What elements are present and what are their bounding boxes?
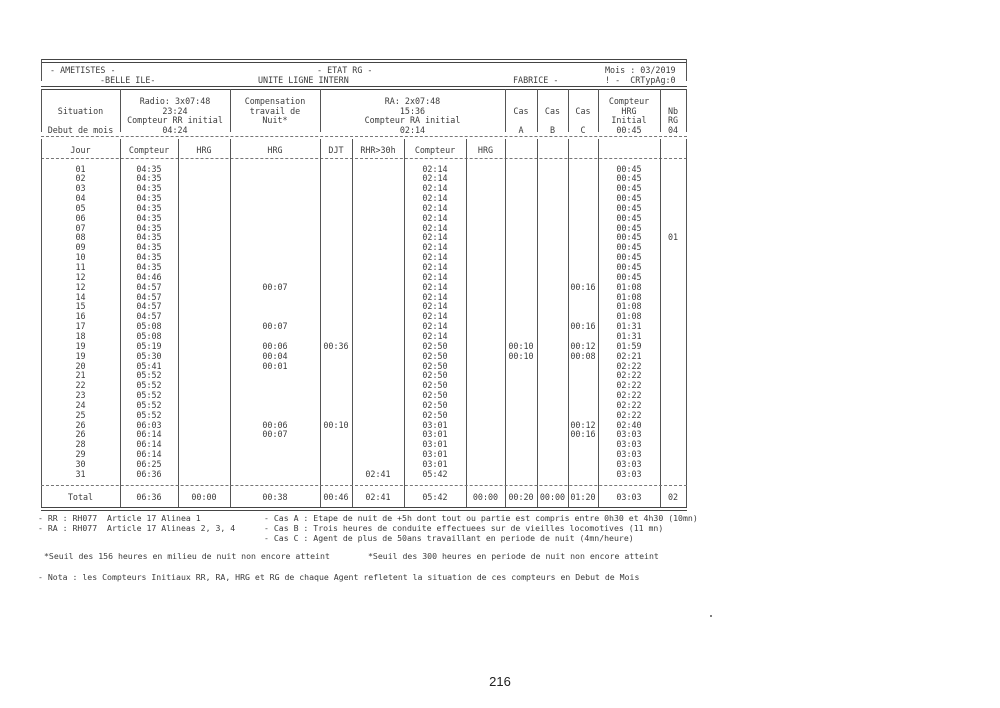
hrg-compteur-label: Compteur	[608, 96, 650, 106]
debut-de-mois-label: Debut de mois	[47, 125, 114, 135]
cell-hrg: 00:45	[616, 173, 642, 184]
total-nb-rg: 02	[667, 492, 679, 502]
cell-hrg: 01:08	[616, 281, 642, 292]
cell-jour: 18	[75, 330, 86, 341]
seuil-156-note: *Seuil des 156 heures en milieu de nuit non encore atteint	[44, 551, 330, 561]
cell-rr: 05:08	[136, 321, 162, 332]
col-compteur-rr: Compteur	[128, 145, 170, 155]
radio-label: Radio: 3x07:48	[139, 96, 211, 106]
cell-comp: 00:07	[262, 429, 288, 440]
total-cas-a: 00:20	[508, 492, 534, 502]
header-fabrice: FABRICE -	[513, 75, 559, 85]
col-hrg-ra: HRG	[477, 145, 494, 155]
cell-comp: 00:06	[262, 419, 288, 430]
cell-jour: 31	[75, 468, 86, 479]
hrg-initial-label: Initial	[611, 115, 647, 125]
cell-rr: 06:14	[136, 439, 162, 450]
cell-ra: 02:14	[422, 193, 448, 204]
cell-hrg: 00:45	[616, 242, 642, 253]
cell-ra: 02:14	[422, 262, 448, 272]
total-rr: 06:36	[136, 492, 162, 502]
header-bottom-border	[41, 86, 687, 90]
hrg-label: HRG	[621, 106, 637, 116]
cell-ra: 02:50	[422, 370, 448, 381]
cell-rr: 06:03	[136, 419, 162, 430]
cell-hrg: 02:40	[616, 419, 642, 430]
cell-jour: 26	[75, 419, 86, 430]
rg-label: RG	[667, 115, 679, 125]
cell-a: 00:10	[508, 340, 534, 351]
header-left-bottom: -BELLE ILE-	[100, 75, 156, 85]
cell-ra: 02:14	[422, 321, 448, 332]
ra-initial-value: 02:14	[399, 125, 426, 135]
cell-hrg: 02:22	[616, 399, 642, 410]
cell-hrg: 00:45	[616, 232, 642, 243]
cell-c: 00:16	[570, 321, 596, 332]
col-hrg-compensation: HRG	[267, 145, 283, 155]
ra-value: 15:36	[399, 106, 426, 116]
total-ra: 05:42	[422, 492, 448, 502]
total-cas-c: 01:20	[570, 492, 596, 502]
cell-ra: 02:50	[422, 360, 448, 371]
cell-rr: 04:35	[136, 183, 162, 194]
table-bottom-border	[41, 507, 687, 511]
col-rhr: RHR>30h	[360, 145, 396, 155]
cell-ra: 02:14	[422, 242, 448, 253]
cell-ra: 02:14	[422, 252, 448, 263]
cas-b-label: Cas	[544, 106, 561, 116]
cell-comp: 00:07	[262, 321, 288, 332]
compensation-label: Compensation	[244, 96, 306, 106]
col-hrg-rr: HRG	[196, 145, 212, 155]
cell-jour: 21	[75, 370, 86, 381]
cell-hrg: 00:45	[616, 271, 642, 282]
cell-ra: 03:01	[422, 419, 448, 430]
cell-jour: 05	[75, 202, 86, 213]
cell-hrg: 01:08	[616, 301, 642, 312]
ra-initial-label: Compteur RA initial	[364, 115, 461, 125]
cell-hrg: 01:31	[616, 330, 642, 341]
cell-jour: 09	[75, 242, 86, 253]
cell-rr: 06:25	[136, 459, 162, 469]
cell-c: 00:16	[570, 429, 596, 440]
cell-jour: 08	[75, 232, 86, 243]
cell-rr: 06:36	[136, 468, 162, 479]
cell-ra: 02:14	[422, 311, 448, 322]
cell-hrg: 00:45	[616, 252, 642, 263]
radio-value: 23:24	[162, 106, 188, 116]
cell-jour: 30	[75, 459, 86, 469]
header-right-border	[686, 59, 687, 81]
cell-comp: 00:07	[262, 281, 288, 292]
nota-note: - Nota : les Compteurs Initiaux RR, RA, HRG et RG de chaque Agent refletent la situation de ces compteurs en Debut de Mois	[38, 572, 640, 582]
cell-jour: 10	[75, 252, 86, 263]
cell-hrg: 02:22	[616, 370, 642, 381]
page-number: 216	[489, 674, 511, 689]
cell-rhr: 02:41	[365, 468, 391, 479]
cell-rr: 04:35	[136, 242, 162, 253]
cell-rr: 04:57	[136, 281, 162, 292]
cell-hrg: 00:45	[616, 222, 642, 233]
cell-rr: 05:52	[136, 370, 162, 381]
total-cas-b: 00:00	[539, 492, 566, 502]
cell-hrg: 01:31	[616, 321, 642, 332]
cell-jour: 07	[75, 222, 86, 233]
cell-rr: 04:57	[136, 301, 162, 312]
cell-ra: 02:50	[422, 399, 448, 410]
cell-hrg: 03:03	[616, 439, 642, 450]
cell-jour: 06	[75, 212, 86, 223]
cell-ra: 05:42	[422, 468, 448, 479]
cell-hrg: 01:59	[616, 340, 642, 351]
cell-rr: 04:57	[136, 311, 162, 322]
total-hrg-ra: 00:00	[472, 492, 499, 502]
cell-rr: 05:08	[136, 330, 162, 341]
cell-ra: 03:01	[422, 459, 448, 469]
scan-speck	[710, 615, 712, 617]
cell-jour: 20	[75, 360, 86, 371]
cell-ra: 02:14	[422, 271, 448, 282]
cell-jour: 17	[75, 321, 86, 332]
cell-c: 00:16	[570, 281, 596, 292]
cas-c-note: - Cas C : Agent de plus de 50ans travaillant en periode de nuit (4mn/heure)	[264, 533, 634, 543]
cell-jour: 04	[75, 193, 86, 204]
cell-djt: 00:36	[323, 340, 349, 351]
ra-label: RA: 2x07:48	[384, 96, 441, 106]
cell-rr: 04:35	[136, 252, 162, 263]
cell-nb: 01	[667, 232, 679, 243]
cell-jour: 26	[75, 429, 86, 440]
cell-jour: 24	[75, 399, 86, 410]
cell-rr: 04:35	[136, 163, 162, 174]
cell-ra: 02:50	[422, 340, 448, 351]
cell-rr: 05:52	[136, 409, 162, 420]
cell-c: 00:08	[570, 350, 596, 361]
nb-label: Nb	[667, 106, 679, 116]
cell-ra: 02:50	[422, 380, 448, 391]
cell-jour: 12	[75, 281, 86, 292]
cell-rr: 04:35	[136, 262, 162, 272]
cell-hrg: 02:22	[616, 360, 642, 371]
cell-ra: 02:14	[422, 202, 448, 213]
rr-note: - RR : RH077 Article 17 Alinea 1	[38, 513, 201, 523]
col-jour: Jour	[70, 145, 91, 155]
cell-hrg: 02:22	[616, 390, 642, 401]
cell-hrg: 00:45	[616, 183, 642, 194]
cell-hrg: 00:45	[616, 193, 642, 204]
cell-jour: 15	[75, 301, 86, 312]
cell-jour: 11	[75, 262, 86, 272]
cell-c: 00:12	[570, 340, 596, 351]
cell-ra: 02:50	[422, 409, 448, 420]
cell-ra: 02:14	[422, 173, 448, 184]
cell-hrg: 00:45	[616, 262, 642, 272]
top-border	[41, 59, 687, 63]
cell-jour: 22	[75, 380, 86, 391]
nb-rg-value: 04	[667, 125, 679, 135]
cell-ra: 03:01	[422, 439, 448, 450]
cell-jour: 29	[75, 449, 86, 460]
rr-initial-value: 04:24	[162, 125, 188, 135]
cell-comp: 00:06	[262, 340, 288, 351]
cell-ra: 02:50	[422, 350, 448, 361]
cell-hrg: 02:22	[616, 409, 642, 420]
col-djt: DJT	[328, 145, 344, 155]
cell-jour: 01	[75, 163, 86, 174]
cell-hrg: 03:03	[616, 468, 642, 479]
cell-jour: 12	[75, 271, 86, 282]
cell-rr: 05:52	[136, 380, 162, 391]
cell-hrg: 03:03	[616, 449, 642, 460]
cell-jour: 28	[75, 439, 86, 450]
total-label: Total	[67, 492, 94, 502]
cell-ra: 02:14	[422, 232, 448, 243]
cell-rr: 04:46	[136, 271, 162, 282]
cell-jour: 14	[75, 291, 86, 302]
travail-label: travail de	[249, 106, 301, 116]
header-mois: Mois : 03/2019	[605, 65, 676, 75]
rr-initial-label: Compteur RR initial	[127, 115, 223, 125]
hrg-initial-value: 00:45	[616, 125, 642, 135]
cas-c-letter: C	[580, 125, 586, 135]
cell-djt: 00:10	[323, 419, 349, 430]
cell-c: 00:12	[570, 419, 596, 430]
cas-c-label: Cas	[575, 106, 591, 116]
total-hrg: 00:00	[191, 492, 217, 502]
cell-rr: 04:35	[136, 212, 162, 223]
cell-rr: 04:57	[136, 291, 162, 302]
cell-rr: 05:19	[136, 340, 162, 351]
header-left-border	[41, 59, 42, 81]
cell-jour: 16	[75, 311, 86, 322]
cell-rr: 05:30	[136, 350, 162, 361]
total-djt: 00:46	[323, 492, 349, 502]
nuit-label: Nuit*	[262, 115, 288, 125]
cell-rr: 04:35	[136, 193, 162, 204]
situation-label: Situation	[57, 106, 104, 116]
cas-a-letter: A	[518, 125, 524, 135]
cell-hrg: 00:45	[616, 212, 642, 223]
cell-rr: 05:52	[136, 390, 162, 401]
cell-a: 00:10	[508, 350, 534, 361]
cell-ra: 02:14	[422, 330, 448, 341]
header-center-bottom: UNITE LIGNE INTERN	[258, 75, 349, 85]
cell-jour: 25	[75, 409, 86, 420]
seuil-300-note: *Seuil des 300 heures en periode de nuit non encore atteint	[368, 551, 659, 561]
header-center-top: - ETAT RG -	[317, 65, 373, 75]
cell-rr: 04:35	[136, 202, 162, 213]
cell-hrg: 02:21	[616, 350, 642, 361]
cell-ra: 02:14	[422, 212, 448, 223]
cell-ra: 02:14	[422, 301, 448, 312]
cell-jour: 03	[75, 183, 86, 194]
cell-ra: 03:01	[422, 429, 448, 440]
cas-a-label: Cas	[513, 106, 529, 116]
header-crtypag: ! - CRTypAg:0	[605, 75, 676, 85]
cas-b-letter: B	[549, 125, 556, 135]
cell-ra: 02:14	[422, 163, 448, 174]
cell-jour: 02	[75, 173, 86, 184]
cell-jour: 23	[75, 390, 86, 401]
cell-comp: 00:01	[262, 360, 288, 371]
col-compteur-ra: Compteur	[414, 145, 456, 155]
cell-ra: 02:14	[422, 281, 448, 292]
total-hrg-compteur: 03:03	[616, 492, 642, 502]
total-rhr: 02:41	[365, 492, 391, 502]
cell-jour: 19	[75, 350, 86, 361]
cell-ra: 02:14	[422, 183, 448, 194]
total-comp: 00:38	[262, 492, 288, 502]
cell-hrg: 00:45	[616, 202, 642, 213]
cell-rr: 04:35	[136, 173, 162, 184]
cell-ra: 02:14	[422, 291, 448, 302]
cas-a-note: - Cas A : Etape de nuit de +5h dont tout ou partie est compris entre 0h30 et 4h30 (10mn)	[264, 513, 698, 523]
cell-hrg: 02:22	[616, 380, 642, 391]
cell-hrg: 00:45	[616, 163, 642, 174]
cell-rr: 04:35	[136, 222, 162, 233]
cell-ra: 03:01	[422, 449, 448, 460]
cell-hrg: 01:08	[616, 311, 642, 322]
cell-rr: 06:14	[136, 449, 162, 460]
cell-rr: 04:35	[136, 232, 162, 243]
cell-ra: 02:50	[422, 390, 448, 401]
cell-hrg: 03:03	[616, 429, 642, 440]
cell-hrg: 01:08	[616, 291, 642, 302]
cell-rr: 06:14	[136, 429, 162, 440]
cell-rr: 05:41	[136, 360, 162, 371]
cell-hrg: 03:03	[616, 459, 642, 469]
cell-rr: 05:52	[136, 399, 162, 410]
ra-note: - RA : RH077 Article 17 Alineas 2, 3, 4	[38, 523, 236, 533]
header-left-top: - AMETISTES -	[50, 65, 116, 75]
cas-b-note: - Cas B : Trois heures de conduite effectuees sur de vieilles locomotives (11 mn)	[264, 523, 664, 533]
cell-ra: 02:14	[422, 222, 448, 233]
cell-jour: 19	[75, 340, 86, 351]
cell-comp: 00:04	[262, 350, 288, 361]
